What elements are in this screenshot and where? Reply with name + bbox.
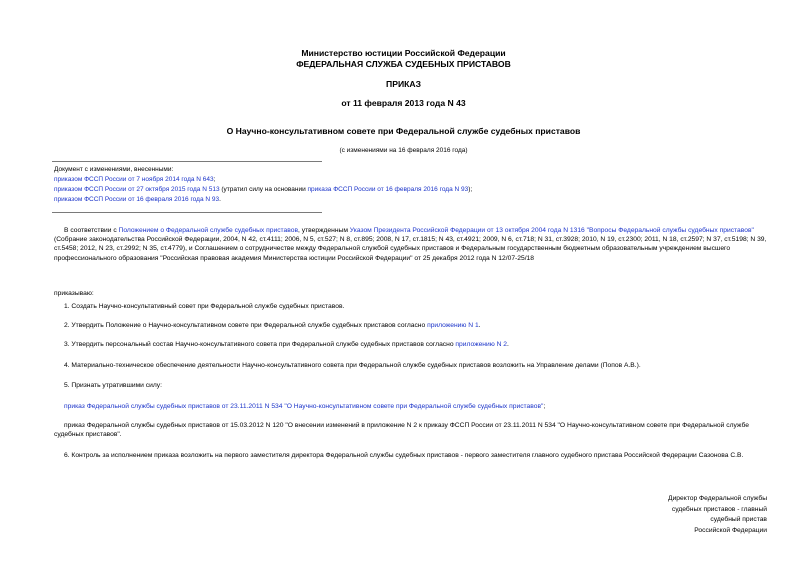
punct: ; bbox=[543, 403, 546, 410]
change-link-4[interactable]: приказом ФССП России от 16 февраля 2016 года N 93 bbox=[54, 196, 220, 203]
divider-top bbox=[52, 161, 322, 162]
change-line-2 bbox=[54, 185, 754, 194]
appendix-2-link[interactable]: приложению N 2 bbox=[455, 341, 508, 348]
change-link-1[interactable]: приказом ФССП России от 7 ноября 2014 года N 643 bbox=[54, 176, 214, 183]
signature-line-4: Российской Федерации bbox=[694, 526, 767, 534]
item-5: 5. Признать утратившими силу: bbox=[64, 382, 162, 389]
item-4: 4. Материально-техническое обеспечение деятельности Научно-консультативного совета при Федеральной службе судебных приставов возложить на Управление делами (Попов А.В.). bbox=[64, 362, 641, 369]
item-2 bbox=[64, 321, 770, 330]
item-6: 6. Контроль за исполнением приказа возложить на первого заместителя директора Федеральной службы судебных приставов - первого заместителя главного судебного пристава Российской Федерации Сазонова С.В. bbox=[64, 452, 744, 459]
signature-line-2: судебных приставов - главный bbox=[671, 505, 767, 513]
changes-intro: Документ с изменениями, внесенными: bbox=[54, 166, 174, 173]
item-5a bbox=[64, 402, 770, 411]
decree-link[interactable]: Указом Президента Российской Федерации от 13 октября 2004 года N 1316 "Вопросы Федеральной службы судебных приставов" bbox=[349, 227, 754, 234]
punct: . bbox=[219, 196, 221, 203]
punct: ); bbox=[468, 186, 473, 193]
preamble bbox=[54, 226, 770, 263]
change-line-1 bbox=[54, 175, 754, 184]
punct: . bbox=[507, 341, 509, 348]
ministry-name: Министерство юстиции Российской Федерации bbox=[301, 48, 506, 58]
changes-block bbox=[54, 165, 754, 204]
item-3 bbox=[64, 340, 770, 349]
signature-line-1: Директор Федеральной службы bbox=[668, 495, 767, 502]
item-1: 1. Создать Научно-консультативный совет при Федеральной службе судебных приставов. bbox=[64, 303, 345, 310]
doc-date: от 11 февраля 2013 года N 43 bbox=[341, 98, 466, 108]
preamble-text: , утвержденным bbox=[298, 227, 350, 234]
punct: . bbox=[478, 322, 481, 329]
order-word: приказываю: bbox=[54, 290, 94, 297]
change-link-3[interactable]: приказа ФССП России от 16 февраля 2016 года N 93 bbox=[307, 186, 469, 193]
repealed-order-link[interactable]: приказ Федеральной службы судебных приставов от 23.11.2011 N 534 "О Научно-консультативном совете при Федеральной службе судебных приставов" bbox=[64, 403, 544, 410]
change-mid-text: (утратил силу на основании bbox=[219, 186, 308, 193]
signature-block bbox=[567, 494, 767, 536]
signature-line-3: судебный пристав bbox=[710, 516, 767, 523]
punct: ; bbox=[213, 176, 216, 183]
doc-type: ПРИКАЗ bbox=[386, 79, 421, 89]
divider-bottom bbox=[52, 212, 322, 213]
item-text: 2. Утвердить Положение о Научно-консультативном совете при Федеральной службе судебных приставов согласно bbox=[64, 322, 428, 329]
page-title: О Научно-консультативном совете при Федеральной службе судебных приставов bbox=[226, 126, 581, 136]
preamble-text: (Собрание законодательства Российской Федерации, 2004, N 42, ст.4111; 2006, N 5, ст.527; N 8, ст.895; 2008, N 17, ст.1815; N 43, ст.4921; 2009, N 6, ст.718; N 31, ст.3928; 2010, N 19, ст.2300; 2011, N 18, ст.2597; N 37, ст.5198; N 39, ст.5458; 2012, N 23, ст.2992; N 35, ст.4779), и Соглашением о сотрудничестве между Федеральной службой судебных приставов и Федеральным государственным бюджетным образовательным учреждением высшего профессионального образования "Российская правовая академия Министерства юстиции Российской Федерации" от 25 декабря 2012 года N 12/07-25/18 bbox=[54, 236, 767, 262]
revision-note: (с изменениями на 16 февраля 2016 года) bbox=[339, 147, 468, 154]
change-link-2[interactable]: приказом ФССП России от 27 октября 2015 года N 513 bbox=[54, 186, 220, 193]
preamble-text: В соответствии с bbox=[64, 227, 119, 234]
change-line-3 bbox=[54, 195, 754, 204]
item-text: 3. Утвердить персональный состав Научно-консультативного совета при Федеральной службе судебных приставов согласно bbox=[64, 341, 456, 348]
appendix-1-link[interactable]: приложению N 1 bbox=[427, 322, 479, 329]
item-5b: приказ Федеральной службы судебных приставов от 15.03.2012 N 120 "О внесении изменений в приложение N 2 к приказу ФССП России от 23.11.2011 N 534 "О Научно-консультативном совете при Федеральной службе судебных приставов". bbox=[54, 422, 749, 439]
service-name: ФЕДЕРАЛЬНАЯ СЛУЖБА СУДЕБНЫХ ПРИСТАВОВ bbox=[296, 59, 511, 69]
regulation-link[interactable]: Положением о Федеральной службе судебных приставов bbox=[118, 227, 298, 234]
